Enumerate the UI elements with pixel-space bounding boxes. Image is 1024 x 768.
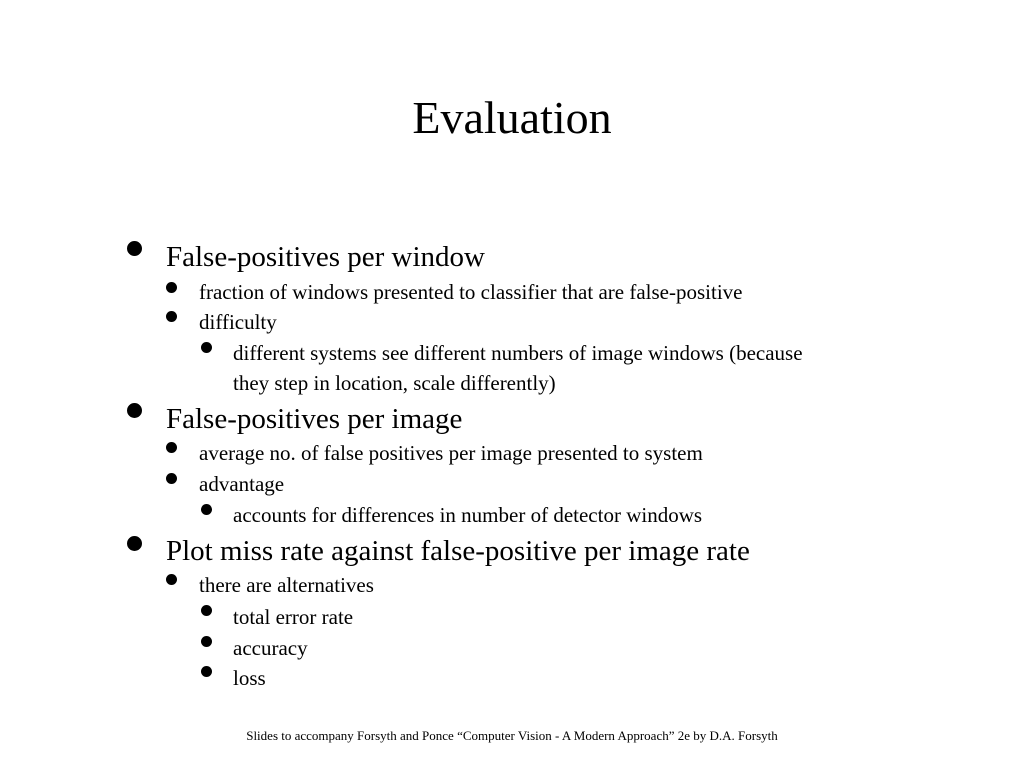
bullet-icon [201, 504, 212, 515]
bullet-icon [201, 636, 212, 647]
bullet-level1: False-positives per window [166, 241, 485, 273]
bullet-level2: fraction of windows presented to classifier that are false-positive [199, 280, 743, 304]
bullet-icon [127, 403, 142, 418]
bullet-level2: advantage [199, 472, 285, 496]
bullet-icon [127, 536, 142, 551]
bullet-icon [166, 574, 177, 585]
bullet-level3: loss [233, 666, 266, 690]
bullet-icon [166, 282, 177, 293]
bullet-icon [166, 442, 177, 453]
slide-footer: Slides to accompany Forsyth and Ponce “Computer Vision - A Modern Approach” 2e by D.A. Forsyth [246, 728, 778, 743]
bullet-icon [127, 241, 142, 256]
slide-title: Evaluation [412, 92, 612, 143]
bullet-level3-line2: they step in location, scale differently) [233, 371, 556, 395]
bullet-level3-line1: different systems see different numbers of image windows (because [233, 341, 803, 365]
bullet-level2: difficulty [199, 310, 277, 334]
bullet-level3: accounts for differences in number of detector windows [233, 503, 703, 527]
bullet-level3: accuracy [233, 636, 308, 660]
bullet-icon [201, 666, 212, 677]
bullet-icon [201, 605, 212, 616]
bullet-level3: total error rate [233, 605, 354, 629]
bullet-icon [201, 342, 212, 353]
bullet-icon [166, 473, 177, 484]
bullet-level2: there are alternatives [199, 573, 374, 597]
bullet-level1: Plot miss rate against false-positive per image rate [166, 535, 750, 567]
bullet-level2: average no. of false positives per image presented to system [199, 441, 703, 465]
bullet-icon [166, 311, 177, 322]
bullet-level1: False-positives per image [166, 403, 463, 435]
